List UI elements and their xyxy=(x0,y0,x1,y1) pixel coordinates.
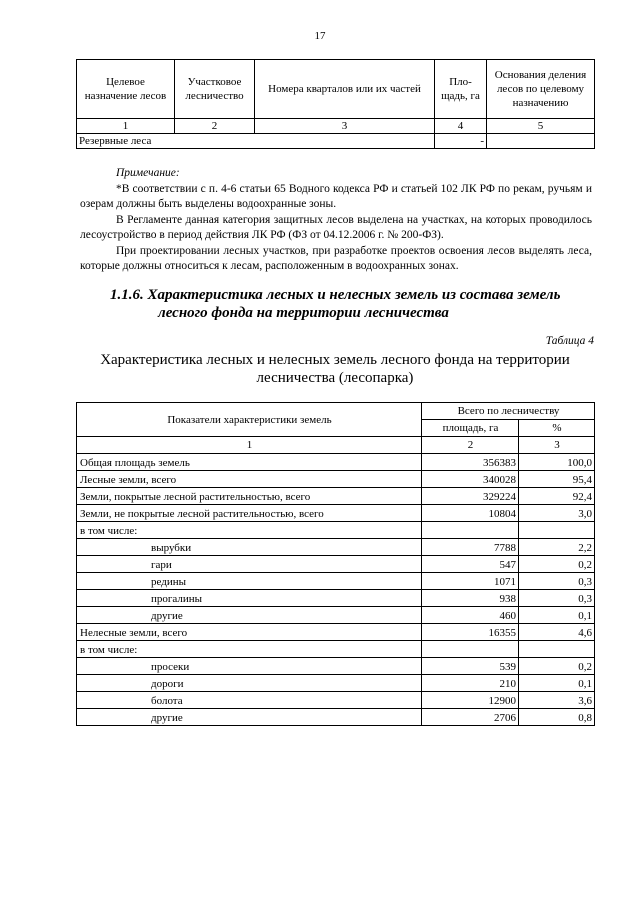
table-label: Таблица 4 xyxy=(545,335,594,347)
table2-number-row xyxy=(77,437,595,454)
note-paragraph: В Регламенте данная категория защитных лесов выделена на участках, на которых проводилось лесоустройство в период действия ЛК РФ (ФЗ от 04.12.2006 г. № 200-ФЗ). xyxy=(80,213,592,241)
table1-header-district: Участковое лесничество xyxy=(175,60,255,119)
table-title: Характеристика лесных и нелесных земель лесного фонда на территории лесничества (лесопарка) xyxy=(100,352,570,386)
row-percent: 0,1 xyxy=(519,607,595,624)
note-block xyxy=(80,166,592,275)
row-percent: 0,2 xyxy=(519,658,595,675)
table-row xyxy=(77,539,595,556)
table1-col-number: 1 xyxy=(77,119,175,134)
page-number: 17 xyxy=(314,30,326,42)
table-row xyxy=(77,522,595,539)
table1-row-area: - xyxy=(435,134,487,149)
forest-purpose-table xyxy=(76,59,595,149)
row-area xyxy=(422,522,519,539)
table1-col-number: 5 xyxy=(487,119,595,134)
row-percent: 100,0 xyxy=(519,454,595,471)
row-area: 460 xyxy=(422,607,519,624)
row-percent: 0,2 xyxy=(519,556,595,573)
table1-row-name: Резервные леса xyxy=(77,134,435,149)
table1-header-basis: Основания деления лесов по целевому назначению xyxy=(487,60,595,119)
table1-header-quarters: Номера кварталов или их частей xyxy=(255,60,435,119)
table1-col-number: 3 xyxy=(255,119,435,134)
table2-col-number: 3 xyxy=(519,437,595,454)
table2-header-total: Всего по лесничеству xyxy=(422,403,595,420)
table-row xyxy=(77,454,595,471)
row-percent xyxy=(519,641,595,658)
table-row xyxy=(77,488,595,505)
row-percent xyxy=(519,522,595,539)
row-label: прогалины xyxy=(77,590,422,607)
row-area: 539 xyxy=(422,658,519,675)
table-row xyxy=(77,573,595,590)
row-label: другие xyxy=(77,709,422,726)
section-heading-line2: лесного фонда на территории лесничества xyxy=(158,305,449,321)
row-area: 329224 xyxy=(422,488,519,505)
row-label: Лесные земли, всего xyxy=(77,471,422,488)
row-label: другие xyxy=(77,607,422,624)
row-percent: 2,2 xyxy=(519,539,595,556)
row-percent: 3,6 xyxy=(519,692,595,709)
table2-header-area: площадь, га xyxy=(422,420,519,437)
table2-header-percent: % xyxy=(519,420,595,437)
table1-col-number: 4 xyxy=(435,119,487,134)
table1-header-area: Пло-щадь, га xyxy=(435,60,487,119)
row-area: 1071 xyxy=(422,573,519,590)
note-heading: Примечание: xyxy=(116,167,180,179)
table-row xyxy=(77,692,595,709)
table-row xyxy=(77,709,595,726)
note-paragraph: При проектировании лесных участков, при разработке проектов освоения лесов выделять леса, которые должны относиться к лесам, расположенным в водоохранных зонах. xyxy=(80,244,592,272)
row-percent: 0,3 xyxy=(519,573,595,590)
table1-row-basis xyxy=(487,134,595,149)
table2-header-indicator: Показатели характеристики земель xyxy=(77,403,422,437)
row-area: 210 xyxy=(422,675,519,692)
row-label: просеки xyxy=(77,658,422,675)
table-row xyxy=(77,641,595,658)
table-row xyxy=(77,607,595,624)
row-label: Общая площадь земель xyxy=(77,454,422,471)
row-area: 7788 xyxy=(422,539,519,556)
table2-col-number: 2 xyxy=(422,437,519,454)
table-row xyxy=(77,556,595,573)
row-label: дороги xyxy=(77,675,422,692)
row-percent: 92,4 xyxy=(519,488,595,505)
row-area: 340028 xyxy=(422,471,519,488)
row-label: гари xyxy=(77,556,422,573)
row-area: 16355 xyxy=(422,624,519,641)
land-characteristics-table xyxy=(76,402,595,726)
row-label: в том числе: xyxy=(77,522,422,539)
row-area: 2706 xyxy=(422,709,519,726)
table1-header-purpose: Целевое назначение лесов xyxy=(77,60,175,119)
row-label: редины xyxy=(77,573,422,590)
table-row xyxy=(77,134,595,149)
row-percent: 4,6 xyxy=(519,624,595,641)
row-area: 10804 xyxy=(422,505,519,522)
table2-header-row xyxy=(77,403,595,420)
table1-col-number: 2 xyxy=(175,119,255,134)
section-heading-line1: 1.1.6. Характеристика лесных и нелесных земель из состава земель xyxy=(110,287,561,303)
row-area: 938 xyxy=(422,590,519,607)
note-paragraph: *В соответствии с п. 4-6 статьи 65 Водного кодекса РФ и статьей 102 ЛК РФ по рекам, ручьям и озерам должны быть выделены водоохранные зоны. xyxy=(80,182,592,210)
row-percent: 95,4 xyxy=(519,471,595,488)
row-area xyxy=(422,641,519,658)
table2-col-number: 1 xyxy=(77,437,422,454)
row-percent: 0,3 xyxy=(519,590,595,607)
table-row xyxy=(77,590,595,607)
row-label: Земли, не покрытые лесной растительностью, всего xyxy=(77,505,422,522)
row-label: Земли, покрытые лесной растительностью, всего xyxy=(77,488,422,505)
table-row xyxy=(77,624,595,641)
row-percent: 3,0 xyxy=(519,505,595,522)
table-row xyxy=(77,471,595,488)
row-area: 12900 xyxy=(422,692,519,709)
row-percent: 0,8 xyxy=(519,709,595,726)
table1-header-row xyxy=(77,60,595,119)
table1-number-row xyxy=(77,119,595,134)
table-row xyxy=(77,658,595,675)
row-label: вырубки xyxy=(77,539,422,556)
section-heading xyxy=(110,286,594,322)
row-area: 356383 xyxy=(422,454,519,471)
row-label: болота xyxy=(77,692,422,709)
row-label: Нелесные земли, всего xyxy=(77,624,422,641)
table-row xyxy=(77,675,595,692)
table-row xyxy=(77,505,595,522)
row-percent: 0,1 xyxy=(519,675,595,692)
row-area: 547 xyxy=(422,556,519,573)
row-label: в том числе: xyxy=(77,641,422,658)
